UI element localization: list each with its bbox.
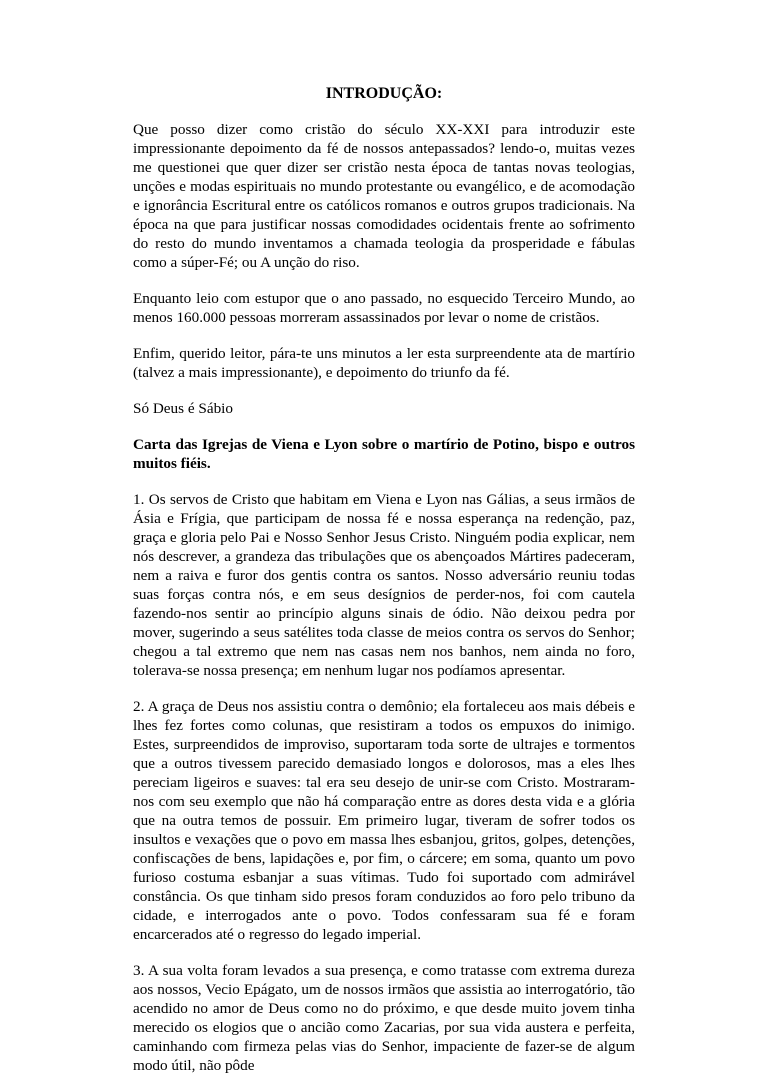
document-page <box>133 84 635 1092</box>
invitation-paragraph: Enfim, querido leitor, pára-te uns minutos a ler esta surpreendente ata de martírio (talvez a mais impressionante), e depoimento do triunfo da fé. <box>133 345 635 381</box>
document-title: INTRODUÇÃO: <box>325 85 443 102</box>
letter-section-2: 2. A graça de Deus nos assistiu contra o demônio; ela fortaleceu aos mais débeis e lhes fez fortes como colunas, que resistiram a todos os empuxos do inimigo. Estes, surpreendidos de improviso, suportaram toda sorte de ultrajes e tormentos que a outros tivessem parecido demasiado longos e dolorosos, mas a eles lhes pereciam ligeiros e suaves: tal era seu desejo de unir-se com Cristo. Mostraram-nos com seu exemplo que não há comparação entre as dores desta vida e a glória que na outra temos de possuir. Em primeiro lugar, tiveram de sofrer todos os insultos e vexações que o povo em massa lhes esbanjou, gritos, golpes, detenções, confiscações de bens, lapidações e, por fim, o cárcere; em soma, quanto um povo furioso costuma esbanjar a suas vítimas. Tudo foi suportado com admirável constância. Os que tinham sido presos foram conduzidos ao foro pelo tribuno da cidade, e interrogados ante o povo. Todos confessaram sua fé e foram encarcerados até o regresso do legado imperial. <box>133 698 635 943</box>
intro-paragraph: Que posso dizer como cristão do século XX-XXI para introduzir este impressionante depoimento da fé de nossos antepassados? lendo-o, muitas vezes me questionei que quer dizer ser cristão nesta época de tantas novas teologias, unções e modas espirituais no mundo protestante ou evangélico, e de acomodação e ignorância Escritural entre os católicos romanos e outros grupos tradicionais. Na época na que para justificar nossas comodidades ocidentais frente ao sofrimento do resto do mundo inventamos a chamada teologia da prosperidade e fábulas como a súper-Fé; ou A unção do riso. <box>133 121 635 271</box>
letter-heading: Carta das Igrejas de Viena e Lyon sobre o martírio de Potino, bispo e outros muitos fiéis. <box>133 436 635 472</box>
signature-line: Só Deus é Sábio <box>133 400 233 417</box>
letter-section-3: 3. A sua volta foram levados a sua presença, e como tratasse com extrema dureza aos nossos, Vecio Epágato, um de nossos irmãos que assistia ao interrogatório, tão acendido no amor de Deus como no do próximo, e que desde muito jovem tinha merecido os elogios que o ancião como Zacarias, por sua vida austera e perfeita, caminhando com firmeza pelas vias do Senhor, impaciente de fazer-se de algum modo útil, não pôde <box>133 962 635 1074</box>
statistic-paragraph: Enquanto leio com estupor que o ano passado, no esquecido Terceiro Mundo, ao menos 160.000 pessoas morreram assassinados por levar o nome de cristãos. <box>133 290 635 326</box>
letter-section-1: 1. Os servos de Cristo que habitam em Viena e Lyon nas Gálias, a seus irmãos de Ásia e Frígia, que participam de nossa fé e nossa esperança na redenção, paz, graça e gloria pelo Pai e Nosso Senhor Jesus Cristo. Ninguém podia explicar, nem nós descrever, a grandeza das tribulações que os abençoados Mártires padeceram, nem a raiva e furor dos gentis contra os santos. Nosso adversário reuniu todas suas forças contra nós, e em seus desígnios de perder-nos, foi com cautela fazendo-nos sentir ao princípio alguns sinais de ódio. Não deixou pedra por mover, sugerindo a seus satélites toda classe de meios contra os servos do Senhor; chegou a tal extremo que nem nas casas nem nos banhos, nem ainda no foro, tolerava-se nossa presença; em nenhum lugar nos podíamos apresentar. <box>133 491 635 679</box>
